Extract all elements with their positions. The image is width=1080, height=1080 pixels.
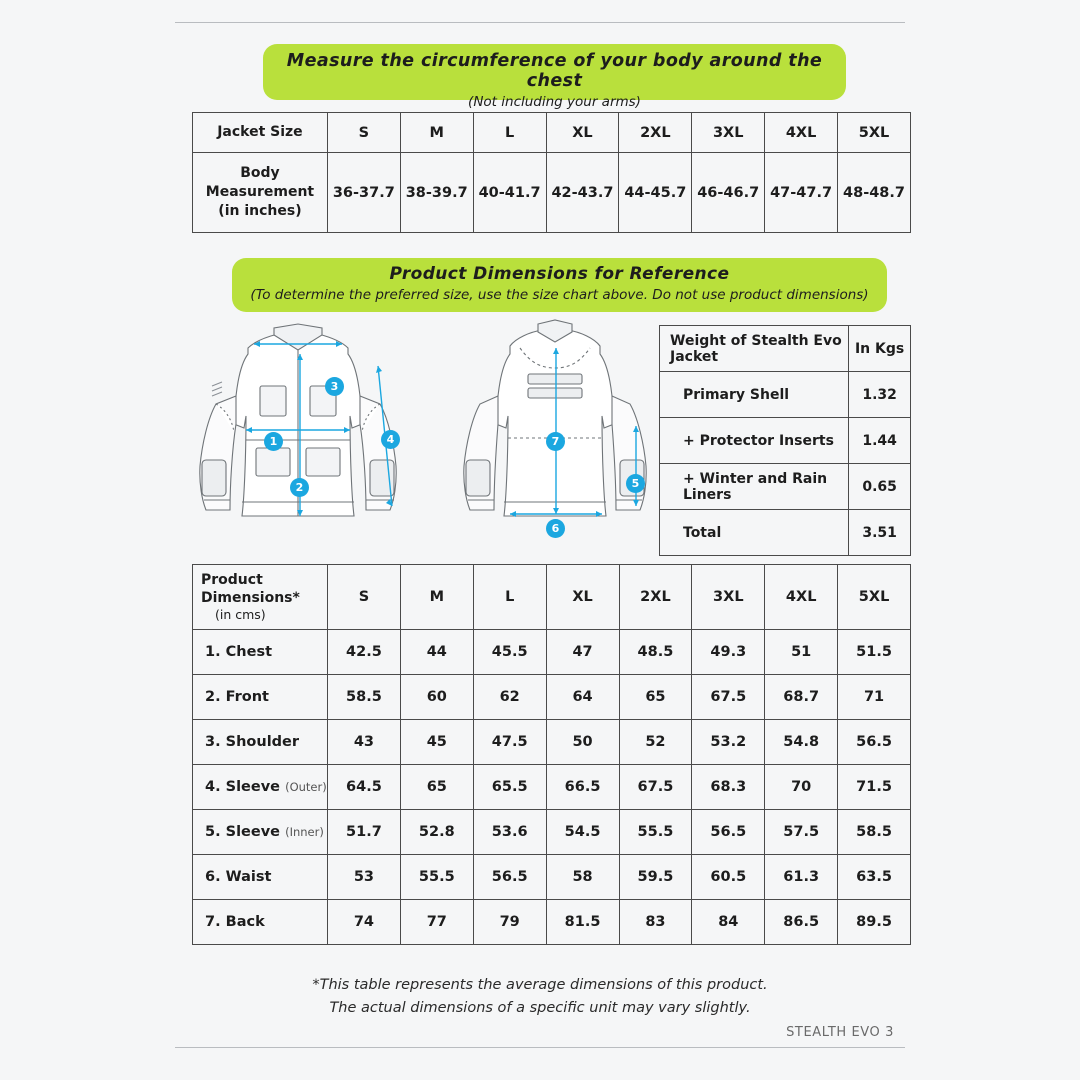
jacket-size-table bbox=[192, 112, 911, 233]
dims-row-sleeve-outer-note: (Outer) bbox=[285, 780, 327, 794]
dims-waist-3xl: 60.5 bbox=[692, 855, 765, 900]
chest-row-label-line2: Measurement bbox=[205, 184, 315, 201]
chest-table-row-label bbox=[193, 153, 328, 233]
dims-back-s: 74 bbox=[328, 900, 401, 945]
chest-measure-banner bbox=[263, 44, 846, 110]
dims-row-sleeve-inner-text: 5. Sleeve bbox=[205, 824, 281, 840]
chest-size-header-xl: XL bbox=[546, 113, 619, 153]
table-row bbox=[193, 900, 911, 945]
chest-value-5xl: 48-48.7 bbox=[838, 153, 911, 233]
dims-waist-s: 53 bbox=[328, 855, 401, 900]
dims-sleeve-inner-3xl: 56.5 bbox=[692, 810, 765, 855]
dims-front-2xl: 65 bbox=[619, 675, 692, 720]
chest-value-m: 38-39.7 bbox=[400, 153, 473, 233]
dims-front-5xl: 71 bbox=[838, 675, 911, 720]
dims-back-l: 79 bbox=[473, 900, 546, 945]
table-row bbox=[193, 765, 911, 810]
callout-5: 5 bbox=[626, 474, 645, 493]
dims-sleeve-inner-l: 53.6 bbox=[473, 810, 546, 855]
table-row bbox=[193, 810, 911, 855]
dims-size-header-xl: XL bbox=[546, 565, 619, 630]
chest-size-header-m: M bbox=[400, 113, 473, 153]
dims-row-label-sleeve-inner bbox=[193, 810, 328, 855]
dims-row-label-waist bbox=[193, 855, 328, 900]
callout-2: 2 bbox=[290, 478, 309, 497]
dims-size-header-3xl: 3XL bbox=[692, 565, 765, 630]
chest-size-header-5xl: 5XL bbox=[838, 113, 911, 153]
top-divider bbox=[175, 22, 905, 23]
table-row bbox=[660, 464, 911, 510]
dims-shoulder-2xl: 52 bbox=[619, 720, 692, 765]
dims-size-header-5xl: 5XL bbox=[838, 565, 911, 630]
chest-size-header-l: L bbox=[473, 113, 546, 153]
dims-size-header-l: L bbox=[473, 565, 546, 630]
dims-front-l: 62 bbox=[473, 675, 546, 720]
dims-row-label-chest bbox=[193, 630, 328, 675]
weight-row-protector-inserts-label: + Protector Inserts bbox=[660, 418, 849, 464]
table-row bbox=[193, 153, 911, 233]
dims-chest-3xl: 49.3 bbox=[692, 630, 765, 675]
chest-size-header-4xl: 4XL bbox=[765, 113, 838, 153]
dims-size-header-4xl: 4XL bbox=[765, 565, 838, 630]
dims-shoulder-m: 45 bbox=[400, 720, 473, 765]
dims-shoulder-5xl: 56.5 bbox=[838, 720, 911, 765]
chest-value-l: 40-41.7 bbox=[473, 153, 546, 233]
dims-shoulder-3xl: 53.2 bbox=[692, 720, 765, 765]
callout-7: 7 bbox=[546, 432, 565, 451]
product-code-label: STEALTH EVO 3 bbox=[786, 1025, 894, 1040]
dims-chest-s: 42.5 bbox=[328, 630, 401, 675]
dims-chest-4xl: 51 bbox=[765, 630, 838, 675]
dims-sleeve-outer-3xl: 68.3 bbox=[692, 765, 765, 810]
chest-row-label-line1: Body bbox=[240, 165, 280, 182]
dims-size-header-m: M bbox=[400, 565, 473, 630]
jacket-weight-table bbox=[659, 325, 911, 556]
weight-row-primary-shell-value: 1.32 bbox=[849, 372, 911, 418]
chest-value-4xl: 47-47.7 bbox=[765, 153, 838, 233]
dims-front-4xl: 68.7 bbox=[765, 675, 838, 720]
dims-banner-subtitle: (To determine the preferred size, use the size chart above. Do not use product dimensions) bbox=[250, 287, 869, 303]
dims-back-3xl: 84 bbox=[692, 900, 765, 945]
footnote-line-1: *This table represents the average dimensions of this product. bbox=[312, 977, 768, 993]
dims-back-m: 77 bbox=[400, 900, 473, 945]
dims-chest-xl: 47 bbox=[546, 630, 619, 675]
dims-chest-5xl: 51.5 bbox=[838, 630, 911, 675]
chest-banner-title: Measure the circumference of your body around the chest bbox=[286, 51, 823, 91]
callout-4: 4 bbox=[381, 430, 400, 449]
dims-front-m: 60 bbox=[400, 675, 473, 720]
bottom-divider bbox=[175, 1047, 905, 1048]
dims-row-waist-text: 6. Waist bbox=[205, 869, 272, 885]
dims-sleeve-outer-s: 64.5 bbox=[328, 765, 401, 810]
dims-shoulder-l: 47.5 bbox=[473, 720, 546, 765]
dims-sleeve-inner-2xl: 55.5 bbox=[619, 810, 692, 855]
dims-sleeve-inner-5xl: 58.5 bbox=[838, 810, 911, 855]
weight-header-unit: In Kgs bbox=[849, 326, 911, 372]
table-row bbox=[660, 372, 911, 418]
dims-sleeve-inner-xl: 54.5 bbox=[546, 810, 619, 855]
dims-row-label-back bbox=[193, 900, 328, 945]
table-row bbox=[660, 418, 911, 464]
table-row bbox=[660, 510, 911, 556]
table-row bbox=[193, 630, 911, 675]
product-dimensions-banner bbox=[232, 258, 887, 312]
dims-shoulder-4xl: 54.8 bbox=[765, 720, 838, 765]
dims-waist-l: 56.5 bbox=[473, 855, 546, 900]
product-dimensions-table bbox=[192, 564, 911, 945]
dims-waist-4xl: 61.3 bbox=[765, 855, 838, 900]
chest-value-2xl: 44-45.7 bbox=[619, 153, 692, 233]
jacket-front-illustration bbox=[182, 320, 414, 542]
dims-waist-m: 55.5 bbox=[400, 855, 473, 900]
dims-size-header-s: S bbox=[328, 565, 401, 630]
dims-sleeve-outer-5xl: 71.5 bbox=[838, 765, 911, 810]
weight-row-total-label: Total bbox=[660, 510, 849, 556]
dims-sleeve-outer-4xl: 70 bbox=[765, 765, 838, 810]
dims-row-sleeve-inner-note: (Inner) bbox=[285, 825, 324, 839]
weight-row-liners-label: + Winter and Rain Liners bbox=[660, 464, 849, 510]
dims-header-label bbox=[193, 565, 328, 630]
table-row bbox=[193, 720, 911, 765]
dims-row-label-shoulder bbox=[193, 720, 328, 765]
jacket-back-illustration bbox=[450, 318, 660, 542]
dims-chest-2xl: 48.5 bbox=[619, 630, 692, 675]
chest-size-header-3xl: 3XL bbox=[692, 113, 765, 153]
dims-banner-title: Product Dimensions for Reference bbox=[389, 264, 730, 284]
dims-front-3xl: 67.5 bbox=[692, 675, 765, 720]
dims-shoulder-s: 43 bbox=[328, 720, 401, 765]
dims-front-xl: 64 bbox=[546, 675, 619, 720]
table-row bbox=[660, 326, 911, 372]
dims-sleeve-outer-xl: 66.5 bbox=[546, 765, 619, 810]
dims-sleeve-inner-4xl: 57.5 bbox=[765, 810, 838, 855]
dims-waist-2xl: 59.5 bbox=[619, 855, 692, 900]
dims-header-label-line2: (in cms) bbox=[215, 607, 266, 623]
dims-front-s: 58.5 bbox=[328, 675, 401, 720]
callout-3: 3 bbox=[325, 377, 344, 396]
dims-back-2xl: 83 bbox=[619, 900, 692, 945]
weight-row-liners-value: 0.65 bbox=[849, 464, 911, 510]
chest-row-label-line3: (in inches) bbox=[218, 202, 302, 219]
chest-banner-subtitle: (Not including your arms) bbox=[468, 94, 641, 110]
chest-size-header-2xl: 2XL bbox=[619, 113, 692, 153]
jacket-front-svg bbox=[182, 320, 414, 542]
dims-back-xl: 81.5 bbox=[546, 900, 619, 945]
dims-row-front-text: 2. Front bbox=[205, 689, 269, 705]
table-row bbox=[193, 675, 911, 720]
dims-sleeve-outer-l: 65.5 bbox=[473, 765, 546, 810]
dims-back-4xl: 86.5 bbox=[765, 900, 838, 945]
weight-row-primary-shell-label: Primary Shell bbox=[660, 372, 849, 418]
jacket-back-svg bbox=[450, 318, 660, 542]
weight-header-name: Weight of Stealth Evo Jacket bbox=[660, 326, 849, 372]
dims-waist-xl: 58 bbox=[546, 855, 619, 900]
dims-waist-5xl: 63.5 bbox=[838, 855, 911, 900]
dims-sleeve-inner-m: 52.8 bbox=[400, 810, 473, 855]
dims-chest-m: 44 bbox=[400, 630, 473, 675]
weight-row-protector-inserts-value: 1.44 bbox=[849, 418, 911, 464]
weight-row-total-value: 3.51 bbox=[849, 510, 911, 556]
dims-chest-l: 45.5 bbox=[473, 630, 546, 675]
chest-value-s: 36-37.7 bbox=[327, 153, 400, 233]
dims-row-label-front bbox=[193, 675, 328, 720]
dims-row-chest-text: 1. Chest bbox=[205, 644, 273, 660]
dims-size-header-2xl: 2XL bbox=[619, 565, 692, 630]
callout-1: 1 bbox=[264, 432, 283, 451]
dims-row-sleeve-outer-text: 4. Sleeve bbox=[205, 779, 281, 795]
dims-row-label-sleeve-outer bbox=[193, 765, 328, 810]
dims-row-shoulder-text: 3. Shoulder bbox=[205, 734, 300, 750]
dims-sleeve-outer-2xl: 67.5 bbox=[619, 765, 692, 810]
chest-value-xl: 42-43.7 bbox=[546, 153, 619, 233]
table-row bbox=[193, 113, 911, 153]
table-row bbox=[193, 855, 911, 900]
footnote bbox=[0, 974, 1080, 1020]
dims-sleeve-inner-s: 51.7 bbox=[328, 810, 401, 855]
table-row bbox=[193, 565, 911, 630]
dims-shoulder-xl: 50 bbox=[546, 720, 619, 765]
dims-back-5xl: 89.5 bbox=[838, 900, 911, 945]
chest-size-header-s: S bbox=[327, 113, 400, 153]
chest-value-3xl: 46-46.7 bbox=[692, 153, 765, 233]
dims-sleeve-outer-m: 65 bbox=[400, 765, 473, 810]
chest-table-header-label: Jacket Size bbox=[193, 113, 328, 153]
callout-6: 6 bbox=[546, 519, 565, 538]
footnote-line-2: The actual dimensions of a specific unit may vary slightly. bbox=[329, 1000, 751, 1017]
dims-row-back-text: 7. Back bbox=[205, 914, 265, 930]
dims-header-label-line1: Product Dimensions* bbox=[201, 571, 300, 606]
